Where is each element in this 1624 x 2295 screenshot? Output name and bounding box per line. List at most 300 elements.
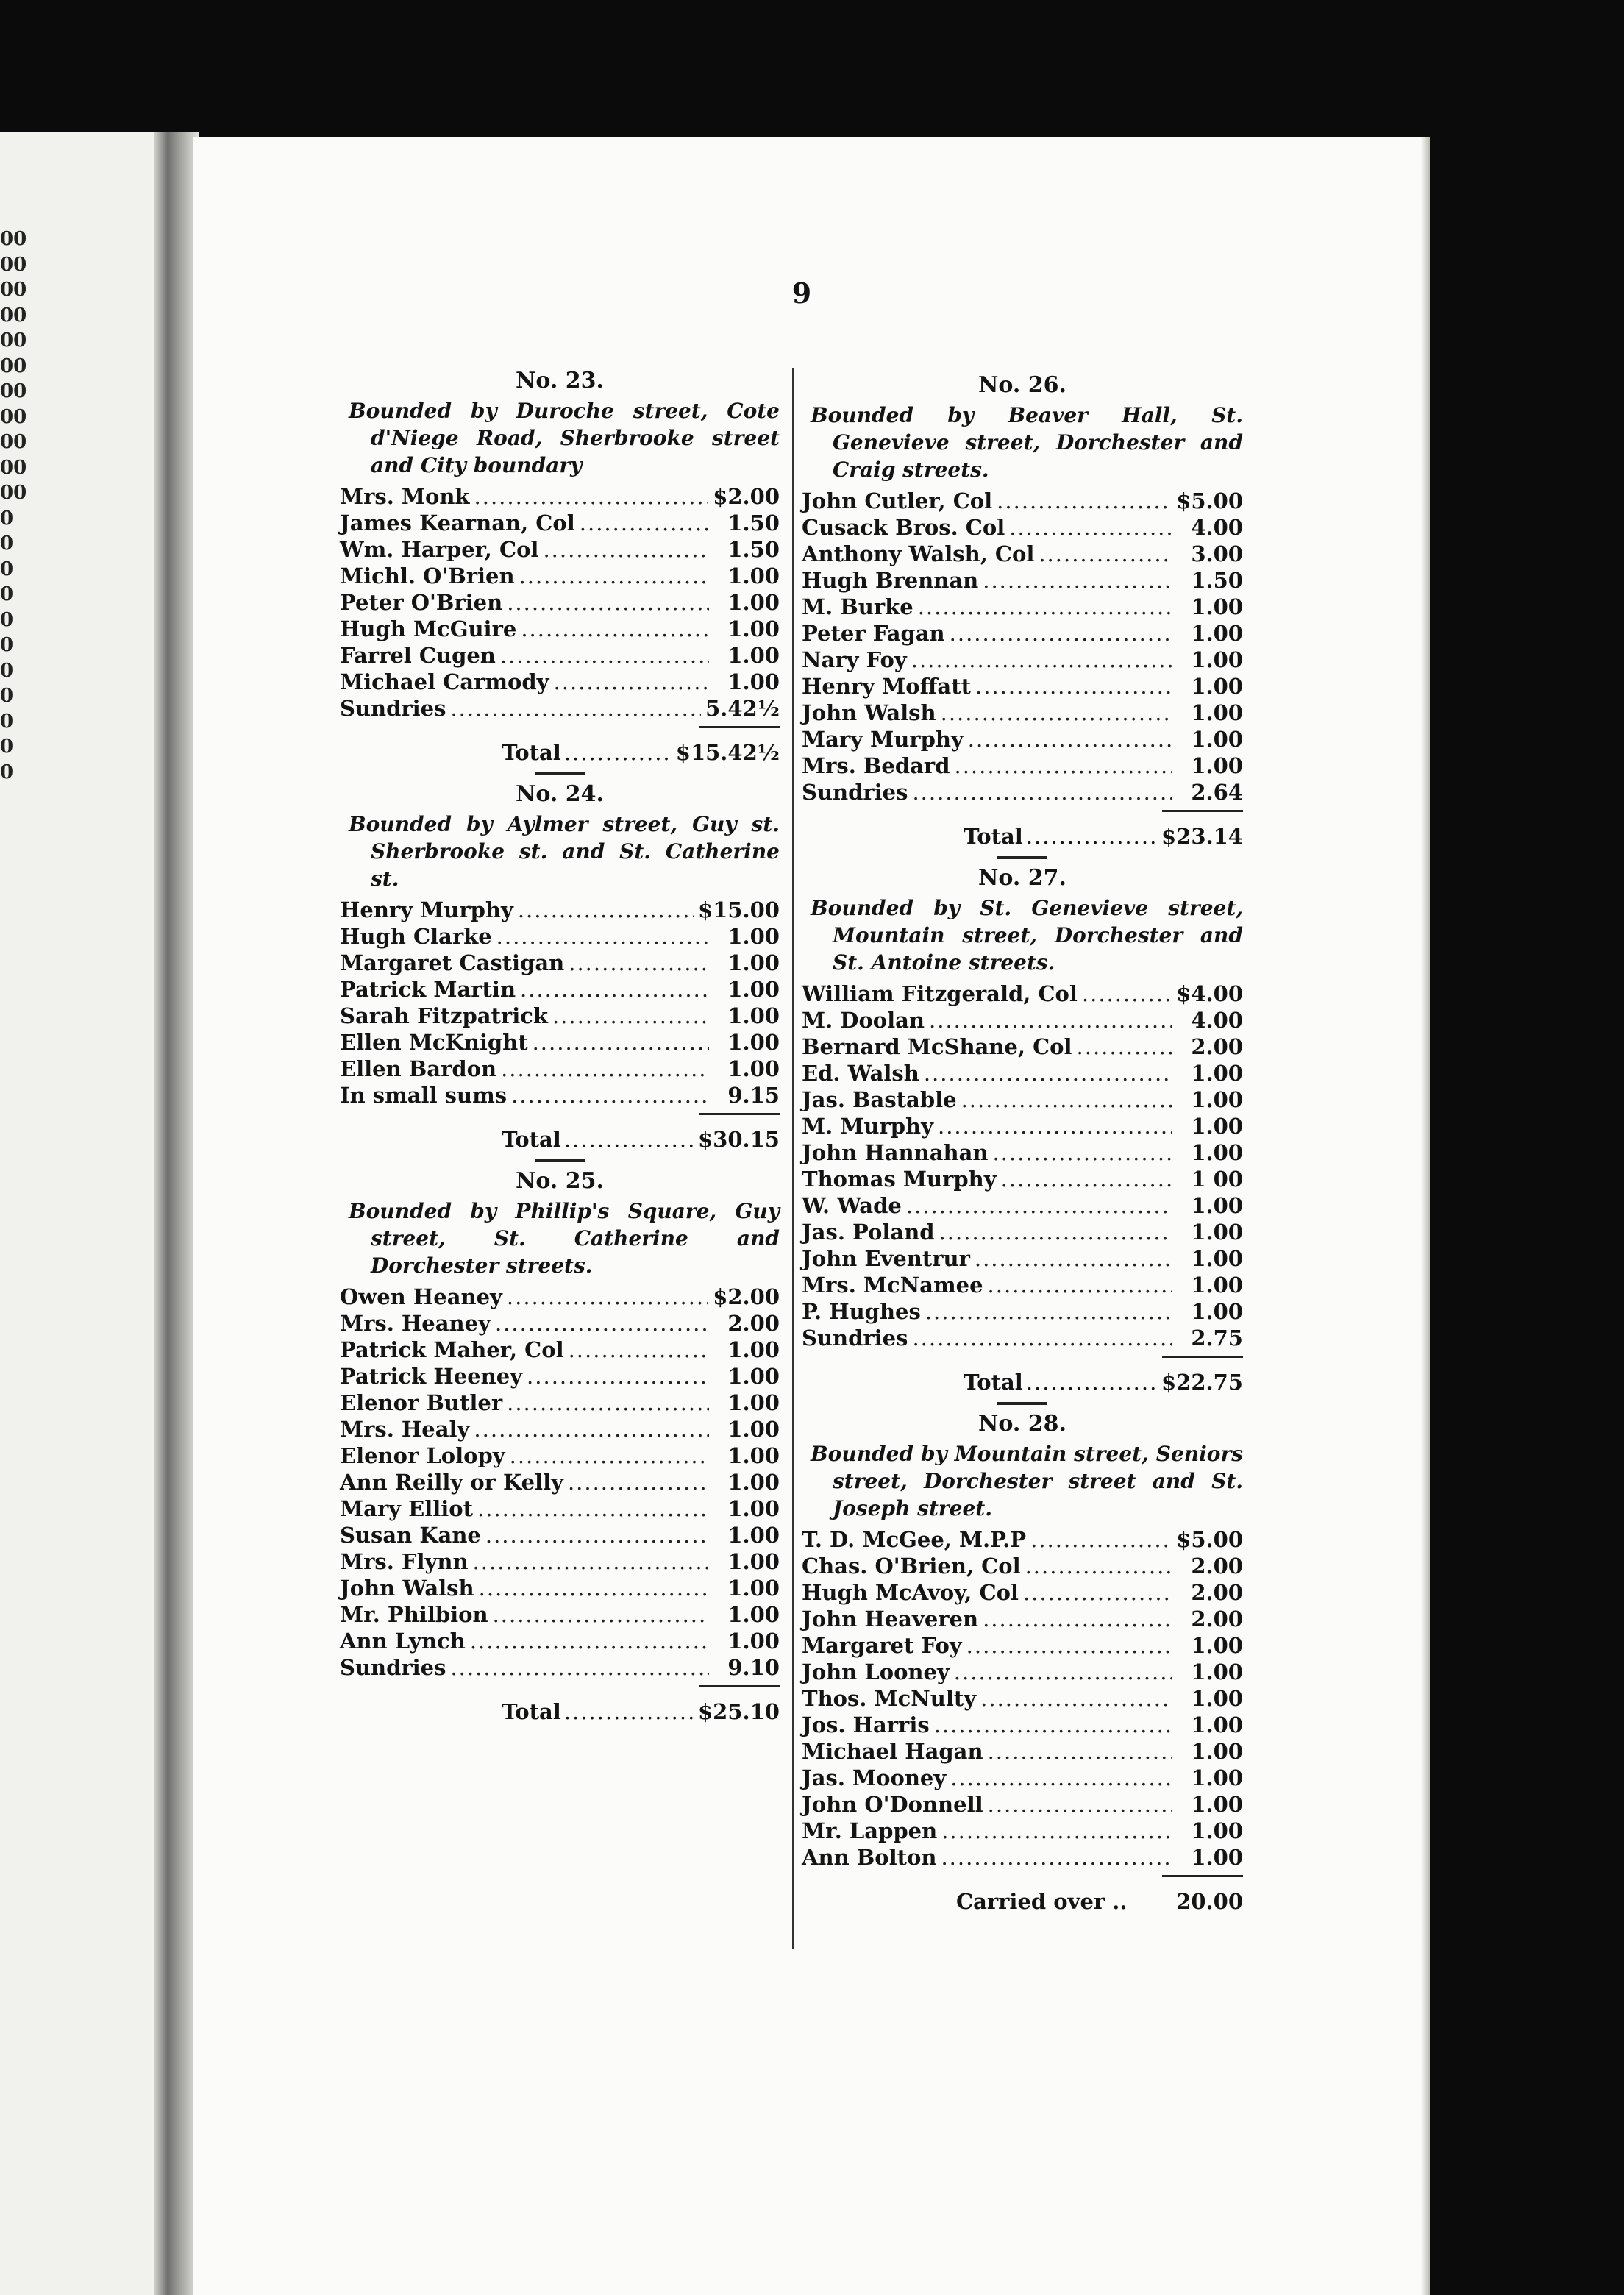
section-bounds: Bounded by Aylmer street, Guy st. Sherbrooke st. and St. Catherine st.: [349, 812, 780, 891]
edge-digit: 00: [0, 355, 27, 377]
list-item: [802, 1139, 1243, 1166]
list-item: [340, 1390, 780, 1416]
contribution-amount: 1.00: [1191, 1140, 1243, 1165]
leader-dots: [470, 1628, 709, 1654]
contributor-name: Sarah Fitzpatrick: [340, 1003, 548, 1028]
contributor-name: Jas. Mooney: [802, 1765, 947, 1790]
contribution-amount: 1.00: [727, 1390, 780, 1415]
edge-digit: 0: [0, 659, 14, 682]
edge-digit: 0: [0, 710, 14, 733]
contributor-name: Hugh Clarke: [340, 924, 492, 949]
contributor-name: John Hannahan: [802, 1140, 989, 1165]
contribution-amount: 1.00: [1191, 1633, 1243, 1658]
contribution-amount: 1.00: [1191, 1220, 1243, 1245]
contributor-name: W. Wade: [802, 1193, 902, 1218]
leader-dots: [918, 594, 1172, 620]
list-item: [802, 1844, 1243, 1871]
list-item: [802, 1685, 1243, 1712]
leader-dots: [988, 1738, 1172, 1765]
list-item: [802, 1060, 1243, 1086]
contribution-amount: 1.00: [727, 1003, 780, 1028]
contribution-amount: 1.00: [727, 1470, 780, 1495]
leader-dots: [912, 779, 1172, 805]
leader-dots: [501, 1056, 709, 1082]
leader-dots: [966, 1632, 1172, 1659]
contributor-name: Cusack Bros. Col: [802, 515, 1005, 540]
leader-dots: [924, 1060, 1172, 1086]
leader-dots: [474, 1416, 709, 1442]
list-item: [802, 1579, 1243, 1606]
contribution-amount: 1.00: [1191, 1061, 1243, 1086]
leader-dots: [992, 1139, 1172, 1166]
section-bounds: Bounded by Phillip's Square, Guy street, St. Catherine and Dorchester streets.: [349, 1199, 780, 1278]
list-item: [802, 620, 1243, 647]
contributor-name: John O'Donnell: [802, 1792, 983, 1817]
contributor-name: Ann Reilly or Kelly: [340, 1470, 563, 1495]
contributor-name: Patrick Heeney: [340, 1364, 523, 1389]
leader-dots: [485, 1522, 709, 1548]
leader-dots: [474, 483, 709, 510]
leader-dots: [473, 1548, 709, 1575]
list-item: [340, 1310, 780, 1337]
contributor-name: M. Doolan: [802, 1008, 925, 1033]
total-label: Total: [502, 1127, 561, 1152]
contribution-amount: 1.00: [727, 643, 780, 668]
leader-dots: [580, 510, 709, 536]
edge-digit: 0: [0, 761, 14, 783]
contributor-name: M. Murphy: [802, 1114, 933, 1139]
contributor-name: Peter O'Brien: [340, 590, 503, 615]
page-number: 9: [791, 277, 812, 310]
edge-digit: 00: [0, 253, 27, 276]
contributor-name: In small sums: [340, 1083, 508, 1108]
leader-dots: [975, 1245, 1172, 1272]
list-item: [340, 1522, 780, 1548]
contribution-amount: 1.00: [1191, 727, 1243, 752]
contribution-amount: 1.50: [1191, 568, 1243, 593]
contributor-name: John Walsh: [802, 700, 936, 725]
contributor-name: Margaret Foy: [802, 1633, 962, 1658]
contributor-name: Sundries: [802, 780, 908, 805]
list-item: [802, 779, 1243, 805]
list-item: [802, 1166, 1243, 1192]
contribution-amount: 4.00: [1191, 1008, 1243, 1033]
contribution-amount: 1.00: [1191, 1712, 1243, 1737]
list-item: [340, 1628, 780, 1654]
contributor-name: Nary Foy: [802, 647, 907, 672]
leader-dots: [1039, 541, 1172, 567]
contributor-name: Thos. McNulty: [802, 1686, 977, 1711]
list-item: [340, 923, 780, 950]
contribution-amount: 1.00: [1191, 674, 1243, 699]
list-item: [802, 1219, 1243, 1245]
contributor-name: Sundries: [340, 1655, 446, 1680]
contributor-name: Mr. Lappen: [802, 1818, 938, 1843]
edge-digit: 0: [0, 608, 14, 631]
section-total: [802, 822, 1243, 850]
leader-dots: [507, 589, 709, 616]
section-bounds: Bounded by Beaver Hall, St. Genevieve street, Dorchester and Craig streets.: [811, 403, 1243, 482]
contributor-name: Mary Murphy: [802, 727, 964, 752]
list-item: [340, 563, 780, 589]
list-item: [340, 1654, 780, 1681]
list-item: [340, 897, 780, 923]
contribution-amount: 1.00: [1191, 1114, 1243, 1139]
sum-rule: [1162, 810, 1243, 812]
list-item: [802, 1712, 1243, 1738]
list-item: [340, 1003, 780, 1029]
contribution-amount: 1.00: [727, 1337, 780, 1362]
contributor-name: Elenor Lolopy: [340, 1443, 505, 1468]
list-item: [802, 594, 1243, 620]
leader-dots: [507, 1390, 709, 1416]
contribution-amount: $5.00: [1176, 488, 1243, 513]
contributor-name: Mrs. McNamee: [802, 1273, 983, 1298]
leader-dots: [941, 700, 1172, 726]
edge-digit: 00: [0, 228, 27, 250]
contribution-amount: 1.00: [1191, 700, 1243, 725]
leader-dots: [450, 695, 701, 722]
contribution-amount: 1.00: [1191, 1845, 1243, 1870]
contributor-name: Michl. O'Brien: [340, 563, 515, 588]
list-item: [340, 1601, 780, 1628]
list-item: [802, 1086, 1243, 1113]
leader-dots: [1025, 1553, 1172, 1579]
contributor-name: Michael Hagan: [802, 1739, 983, 1764]
contribution-amount: 1.00: [1191, 1193, 1243, 1218]
contribution-amount: 1.00: [1191, 1087, 1243, 1112]
contribution-amount: 9.15: [727, 1083, 780, 1108]
list-item: [802, 647, 1243, 673]
edge-digit: 00: [0, 330, 27, 352]
contributor-name: Margaret Castigan: [340, 950, 565, 975]
list-item: [340, 1548, 780, 1575]
leader-dots: [493, 1601, 709, 1628]
contributor-name: Hugh Brennan: [802, 568, 979, 593]
leader-dots: [1023, 1579, 1172, 1606]
list-item: [802, 1659, 1243, 1685]
leader-dots: [934, 1712, 1172, 1738]
contributor-name: Chas. O'Brien, Col: [802, 1554, 1021, 1579]
contributor-name: John Eventrur: [802, 1246, 970, 1271]
leader-dots: [1077, 1033, 1172, 1060]
section-title: No. 24.: [516, 781, 604, 807]
list-item: [340, 695, 780, 722]
contributor-name: Elenor Butler: [340, 1390, 503, 1415]
contributor-name: Anthony Walsh, Col: [802, 541, 1035, 566]
list-item: [802, 1007, 1243, 1033]
contribution-amount: 2.75: [1191, 1326, 1243, 1351]
leader-dots: [1082, 981, 1172, 1007]
leader-dots: [1026, 822, 1158, 850]
list-item: [340, 642, 780, 669]
book-gutter: [154, 132, 199, 2295]
leader-dots: [543, 536, 709, 563]
contributor-name: Ann Lynch: [340, 1629, 466, 1654]
contribution-amount: 1.00: [727, 950, 780, 975]
contributor-name: Sundries: [802, 1326, 908, 1351]
leader-dots: [564, 1698, 695, 1726]
contribution-amount: $15.00: [698, 897, 780, 922]
contribution-amount: 4.00: [1191, 515, 1243, 540]
list-item: [802, 726, 1243, 752]
list-item: [340, 536, 780, 563]
contribution-amount: 1.00: [1191, 1273, 1243, 1298]
list-item: [802, 1298, 1243, 1325]
leader-dots: [527, 1363, 709, 1390]
contribution-amount: 1.00: [1191, 1686, 1243, 1711]
contributor-name: M. Burke: [802, 594, 914, 619]
leader-dots: [1030, 1526, 1172, 1553]
edge-digit: 0: [0, 685, 14, 707]
total-amount: $15.42½: [675, 740, 780, 765]
contributor-name: Jas. Bastable: [802, 1087, 957, 1112]
leader-dots: [950, 620, 1172, 647]
list-item: [340, 1469, 780, 1495]
section-total: [340, 739, 780, 766]
leader-dots: [941, 1818, 1172, 1844]
contribution-amount: 3.00: [1191, 541, 1243, 566]
leader-dots: [519, 563, 709, 589]
leader-dots: [983, 567, 1172, 594]
edge-digit: 0: [0, 558, 14, 580]
section-title: No. 26.: [978, 372, 1066, 398]
list-item: [340, 669, 780, 695]
list-item: [340, 1284, 780, 1310]
column-divider: [792, 368, 794, 1949]
edge-digit: 00: [0, 279, 27, 301]
list-item: [802, 1738, 1243, 1765]
sum-rule: [699, 1685, 780, 1687]
contributor-name: Mrs. Heaney: [340, 1311, 491, 1336]
contributor-name: Wm. Harper, Col: [340, 537, 539, 562]
list-item: [802, 1818, 1243, 1844]
list-item: [340, 950, 780, 976]
leader-dots: [500, 642, 709, 669]
contribution-amount: 9.10: [727, 1655, 780, 1680]
contribution-amount: 1.00: [727, 1030, 780, 1055]
contribution-amount: 1.00: [727, 1056, 780, 1081]
contribution-amount: 1.00: [1191, 753, 1243, 778]
carried-label: Carried over ..: [956, 1889, 1128, 1914]
leader-dots: [975, 673, 1172, 700]
list-item: [340, 1575, 780, 1601]
section-total: [340, 1698, 780, 1726]
contribution-amount: 1.00: [1191, 1246, 1243, 1271]
list-item: [802, 1526, 1243, 1553]
leader-dots: [997, 488, 1172, 514]
contribution-amount: 1.00: [727, 1576, 780, 1601]
leader-dots: [477, 1495, 709, 1522]
contribution-amount: 1.00: [1191, 621, 1243, 646]
list-item: [340, 1442, 780, 1469]
list-item: [802, 488, 1243, 514]
leader-dots: [479, 1575, 709, 1601]
contribution-amount: $2.00: [713, 484, 780, 509]
contribution-amount: 1.00: [727, 669, 780, 694]
list-item: [802, 1606, 1243, 1632]
edge-digit: 00: [0, 431, 27, 453]
contribution-amount: 1.00: [727, 1364, 780, 1389]
contributor-name: Thomas Murphy: [802, 1167, 997, 1192]
list-item: [802, 1033, 1243, 1060]
contributor-name: Jos. Harris: [802, 1712, 930, 1737]
leader-dots: [552, 1003, 709, 1029]
contribution-amount: 1.00: [727, 1417, 780, 1442]
edge-digit: 00: [0, 304, 27, 327]
carried-over: [802, 1887, 1243, 1915]
contribution-amount: 1.00: [727, 590, 780, 615]
list-item: [340, 510, 780, 536]
contributor-name: Henry Murphy: [340, 897, 513, 922]
leader-dots: [912, 1325, 1172, 1351]
leader-dots: [564, 739, 673, 766]
leader-dots: [510, 1442, 709, 1469]
section-title: No. 23.: [516, 368, 604, 394]
contributor-name: Hugh McGuire: [340, 616, 517, 641]
section-title: No. 25.: [516, 1168, 604, 1194]
leader-dots: [941, 1844, 1172, 1871]
edge-digit: 0: [0, 533, 14, 555]
section-divider: [997, 1402, 1047, 1405]
total-label: Total: [502, 1699, 561, 1724]
contribution-amount: 1.00: [727, 1496, 780, 1521]
list-item: [802, 700, 1243, 726]
contributor-name: Jas. Poland: [802, 1220, 935, 1245]
contribution-amount: 1.00: [1191, 1659, 1243, 1684]
contributor-name: Bernard McShane, Col: [802, 1034, 1072, 1059]
total-label: Total: [964, 1370, 1023, 1395]
list-item: [802, 1192, 1243, 1219]
edge-digit: 0: [0, 634, 14, 656]
contributor-name: Patrick Martin: [340, 977, 516, 1002]
edge-digit: 0: [0, 583, 14, 605]
contribution-amount: 1.00: [1191, 594, 1243, 619]
list-item: [340, 976, 780, 1003]
section-total: [802, 1368, 1243, 1396]
list-item: [340, 1416, 780, 1442]
leader-dots: [1026, 1368, 1158, 1396]
leader-dots: [925, 1298, 1172, 1325]
leader-dots: [988, 1791, 1172, 1818]
leader-dots: [507, 1284, 708, 1310]
leader-dots: [518, 897, 694, 923]
contributor-name: Owen Heaney: [340, 1284, 502, 1309]
leader-dots: [569, 1337, 709, 1363]
contributor-name: Susan Kane: [340, 1523, 481, 1548]
leader-dots: [511, 1082, 709, 1109]
list-item: [802, 981, 1243, 1007]
contributor-name: John Looney: [802, 1659, 950, 1684]
section-divider: [997, 856, 1047, 859]
contributor-name: Mrs. Monk: [340, 484, 470, 509]
contributor-name: William Fitzgerald, Col: [802, 981, 1078, 1006]
contribution-amount: 1.00: [1191, 1818, 1243, 1843]
total-amount: $22.75: [1161, 1370, 1243, 1395]
leader-dots: [961, 1086, 1172, 1113]
leader-dots: [950, 1765, 1172, 1791]
contribution-amount: 1.00: [727, 977, 780, 1002]
contributor-name: Michael Carmody: [340, 669, 549, 694]
list-item: [340, 1337, 780, 1363]
contributor-name: Mary Elliot: [340, 1496, 474, 1521]
edge-digit: 00: [0, 482, 27, 504]
list-item: [802, 1245, 1243, 1272]
contributor-name: P. Hughes: [802, 1299, 921, 1324]
list-item: [340, 1363, 780, 1390]
leader-dots: [533, 1029, 709, 1056]
contributor-name: Mrs. Flynn: [340, 1549, 469, 1574]
contributor-name: John Cutler, Col: [802, 488, 993, 513]
edge-digit: 0: [0, 507, 14, 530]
leader-dots: [520, 976, 709, 1003]
contribution-amount: $4.00: [1176, 981, 1243, 1006]
contribution-amount: 1.00: [727, 1443, 780, 1468]
contributor-name: Ann Bolton: [802, 1845, 937, 1870]
list-item: [802, 673, 1243, 700]
leader-dots: [988, 1272, 1172, 1298]
edge-digit: 00: [0, 456, 27, 479]
section-bounds: Bounded by St. Genevieve street, Mountain street, Dorchester and St. Antoine streets.: [811, 896, 1243, 975]
leader-dots: [954, 1659, 1172, 1685]
list-item: [802, 1632, 1243, 1659]
contribution-amount: 1.00: [1191, 1739, 1243, 1764]
left-page-edge-digits: [0, 227, 29, 785]
section-divider: [535, 1159, 585, 1162]
contribution-amount: 2.00: [727, 1311, 780, 1336]
list-item: [340, 1056, 780, 1082]
contributor-name: Farrel Cugen: [340, 643, 496, 668]
list-item: [802, 1325, 1243, 1351]
contribution-amount: 2.00: [1191, 1034, 1243, 1059]
contribution-amount: 2.00: [1191, 1580, 1243, 1605]
sum-rule: [1162, 1356, 1243, 1358]
contribution-amount: 1.00: [727, 1549, 780, 1574]
contribution-amount: $2.00: [713, 1284, 780, 1309]
contribution-amount: 1.50: [727, 510, 780, 536]
section-title: No. 28.: [978, 1411, 1066, 1437]
section-total: [340, 1125, 780, 1153]
right-column: [802, 368, 1243, 1915]
contribution-amount: 2.00: [1191, 1606, 1243, 1632]
leader-dots: [955, 752, 1173, 779]
page-edge-shadow: [1421, 137, 1430, 2295]
contributor-name: Mr. Philbion: [340, 1602, 488, 1627]
contribution-amount: 1.00: [727, 1523, 780, 1548]
leader-dots: [568, 1469, 709, 1495]
contribution-amount: 2.64: [1191, 780, 1243, 805]
contribution-amount: 1.00: [1191, 1765, 1243, 1790]
contribution-amount: 1.00: [727, 563, 780, 588]
carried-amount: 20.00: [1176, 1889, 1243, 1914]
sum-rule: [699, 726, 780, 728]
section-bounds: Bounded by Mountain street, Seniors street, Dorchester street and St. Joseph street.: [811, 1442, 1243, 1520]
list-item: [802, 514, 1243, 541]
contributor-name: Sundries: [340, 696, 446, 721]
list-item: [340, 1082, 780, 1109]
sum-rule: [1162, 1875, 1243, 1877]
total-amount: $23.14: [1161, 824, 1243, 849]
list-item: [802, 752, 1243, 779]
leader-dots: [929, 1007, 1172, 1033]
contributor-name: Henry Moffatt: [802, 674, 971, 699]
contributor-name: Ellen McKnight: [340, 1030, 528, 1055]
list-item: [802, 1791, 1243, 1818]
edge-digit: 00: [0, 405, 27, 428]
list-item: [340, 1495, 780, 1522]
contributor-name: John Heaveren: [802, 1606, 979, 1632]
leader-dots: [569, 950, 709, 976]
